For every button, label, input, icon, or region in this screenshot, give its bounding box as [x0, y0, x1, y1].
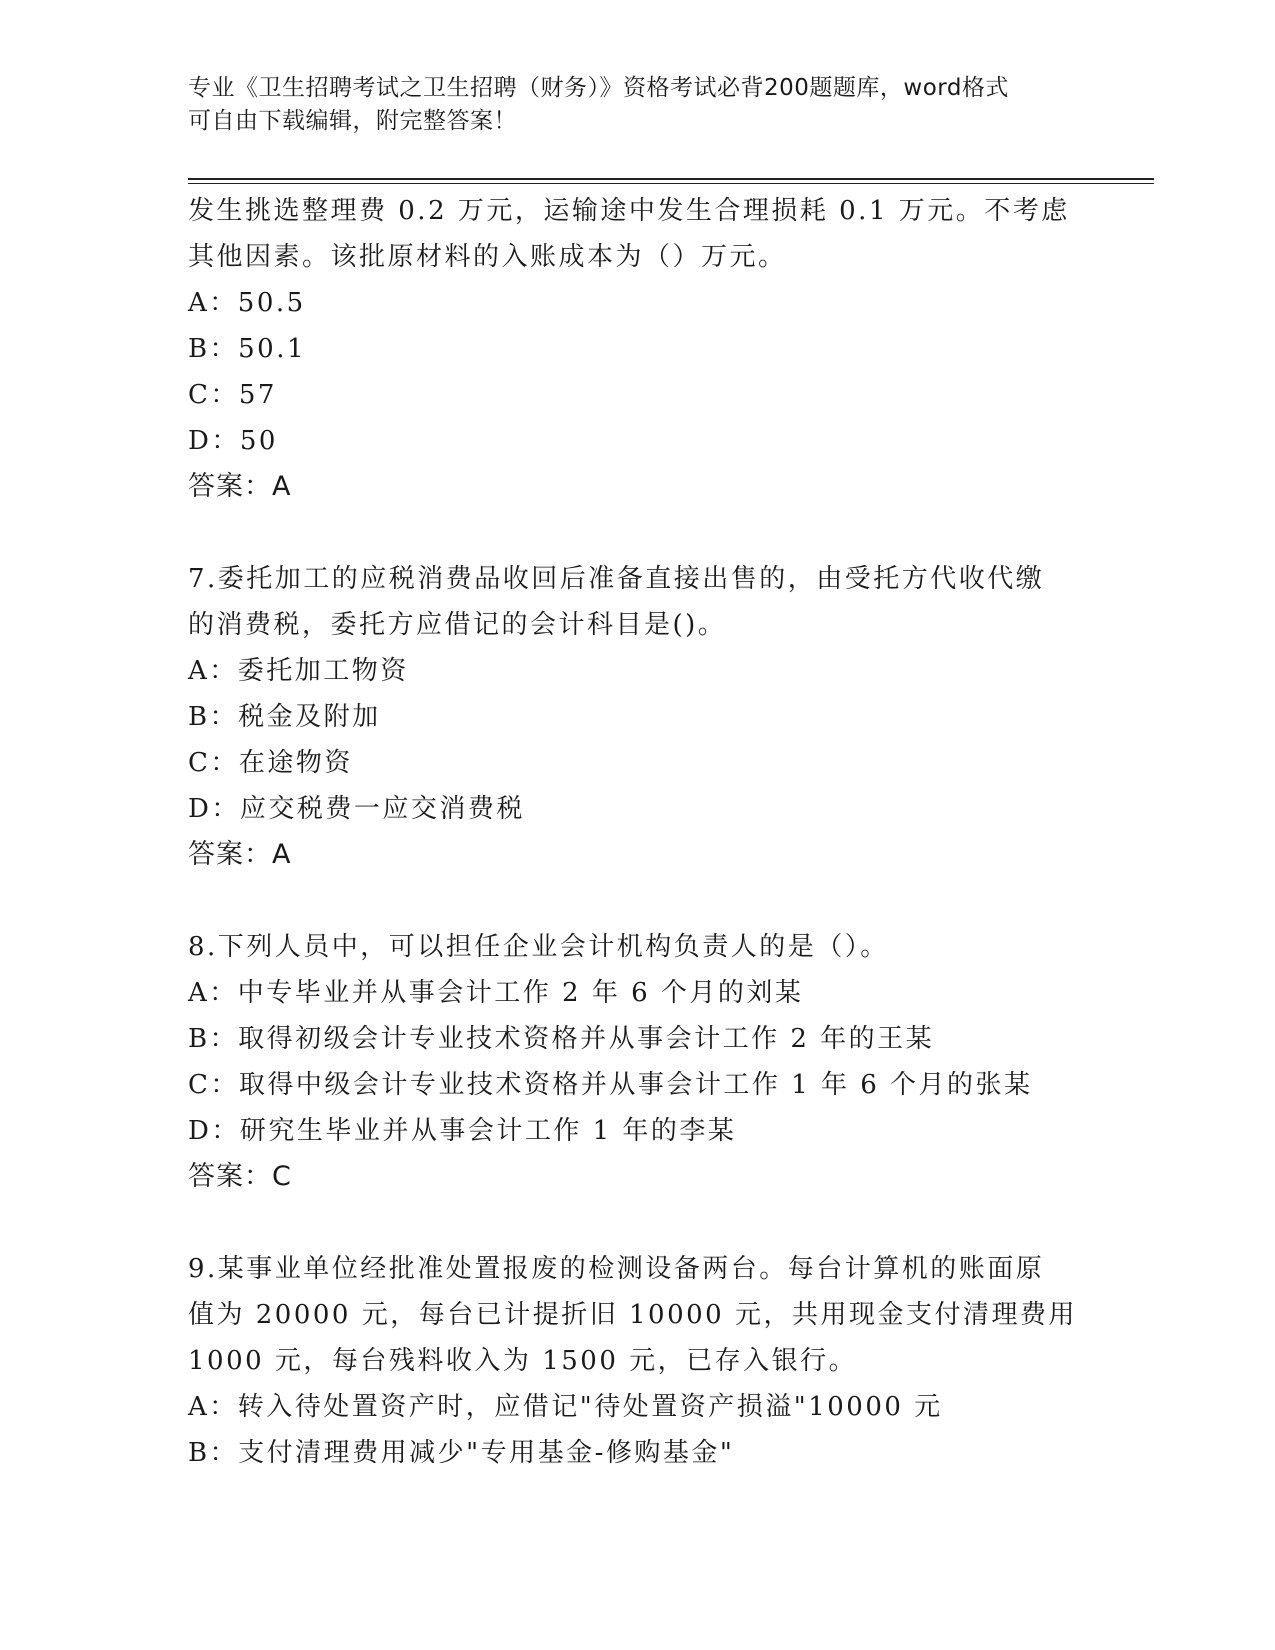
question-gap [188, 1200, 1088, 1246]
question-stem-line: 9.某事业单位经批准处置报废的检测设备两台。每台计算机的账面原 [188, 1254, 1045, 1284]
question-gap [188, 878, 1088, 924]
header-rule-thin [188, 183, 1154, 184]
question-stem-line: 值为 20000 元，每台已计提折旧 10000 元，共用现金支付清理费用 [188, 1300, 1077, 1330]
answer-line: 答案：A [188, 471, 292, 502]
question-7 [188, 556, 1088, 878]
option-b: B：50.1 [188, 334, 306, 364]
option-a: A：中专毕业并从事会计工作 2 年 6 个月的刘某 [188, 978, 804, 1008]
document-header [188, 72, 1088, 138]
option-d: D：50 [188, 426, 278, 456]
option-d: D：研究生毕业并从事会计工作 1 年的李某 [188, 1116, 737, 1146]
option-b: B：税金及附加 [188, 702, 381, 732]
option-b: B：取得初级会计专业技术资格并从事会计工作 2 年的王某 [188, 1024, 935, 1054]
answer-line: 答案：A [188, 839, 292, 870]
question-stem-line: 1000 元，每台残料收入为 1500 元，已存入银行。 [188, 1346, 858, 1376]
question-stem-line: 其他因素。该批原材料的入账成本为（）万元。 [188, 242, 787, 272]
question-9 [188, 1246, 1088, 1476]
option-c: C：取得中级会计专业技术资格并从事会计工作 1 年 6 个月的张某 [188, 1070, 1033, 1100]
option-a: A：转入待处置资产时，应借记"待处置资产损溢"10000 元 [188, 1392, 943, 1422]
question-8 [188, 924, 1088, 1200]
header-title-line-2: 可自由下载编辑，附完整答案！ [188, 108, 517, 134]
question-gap [188, 510, 1088, 556]
question-6 [188, 188, 1088, 510]
option-c: C：57 [188, 380, 277, 410]
header-rule-thick [188, 178, 1154, 180]
option-a: A：50.5 [188, 288, 306, 318]
option-d: D：应交税费一应交消费税 [188, 794, 525, 824]
question-stem-line: 7.委托加工的应税消费品收回后准备直接出售的，由受托方代收代缴 [188, 564, 1045, 594]
option-a: A：委托加工物资 [188, 656, 409, 686]
question-stem-line: 的消费税，委托方应借记的会计科目是()。 [188, 610, 727, 640]
question-list [188, 188, 1088, 1476]
option-b: B：支付清理费用减少"专用基金-修购基金" [188, 1438, 735, 1468]
question-stem-line: 发生挑选整理费 0.2 万元，运输途中发生合理损耗 0.1 万元。不考虑 [188, 196, 1070, 226]
question-stem-line: 8.下列人员中，可以担任企业会计机构负责人的是（）。 [188, 932, 889, 962]
header-title-line-1: 专业《卫生招聘考试之卫生招聘（财务）》资格考试必背200题题库，word格式 [188, 75, 1009, 101]
answer-line: 答案：C [188, 1161, 292, 1192]
option-c: C：在途物资 [188, 748, 353, 778]
